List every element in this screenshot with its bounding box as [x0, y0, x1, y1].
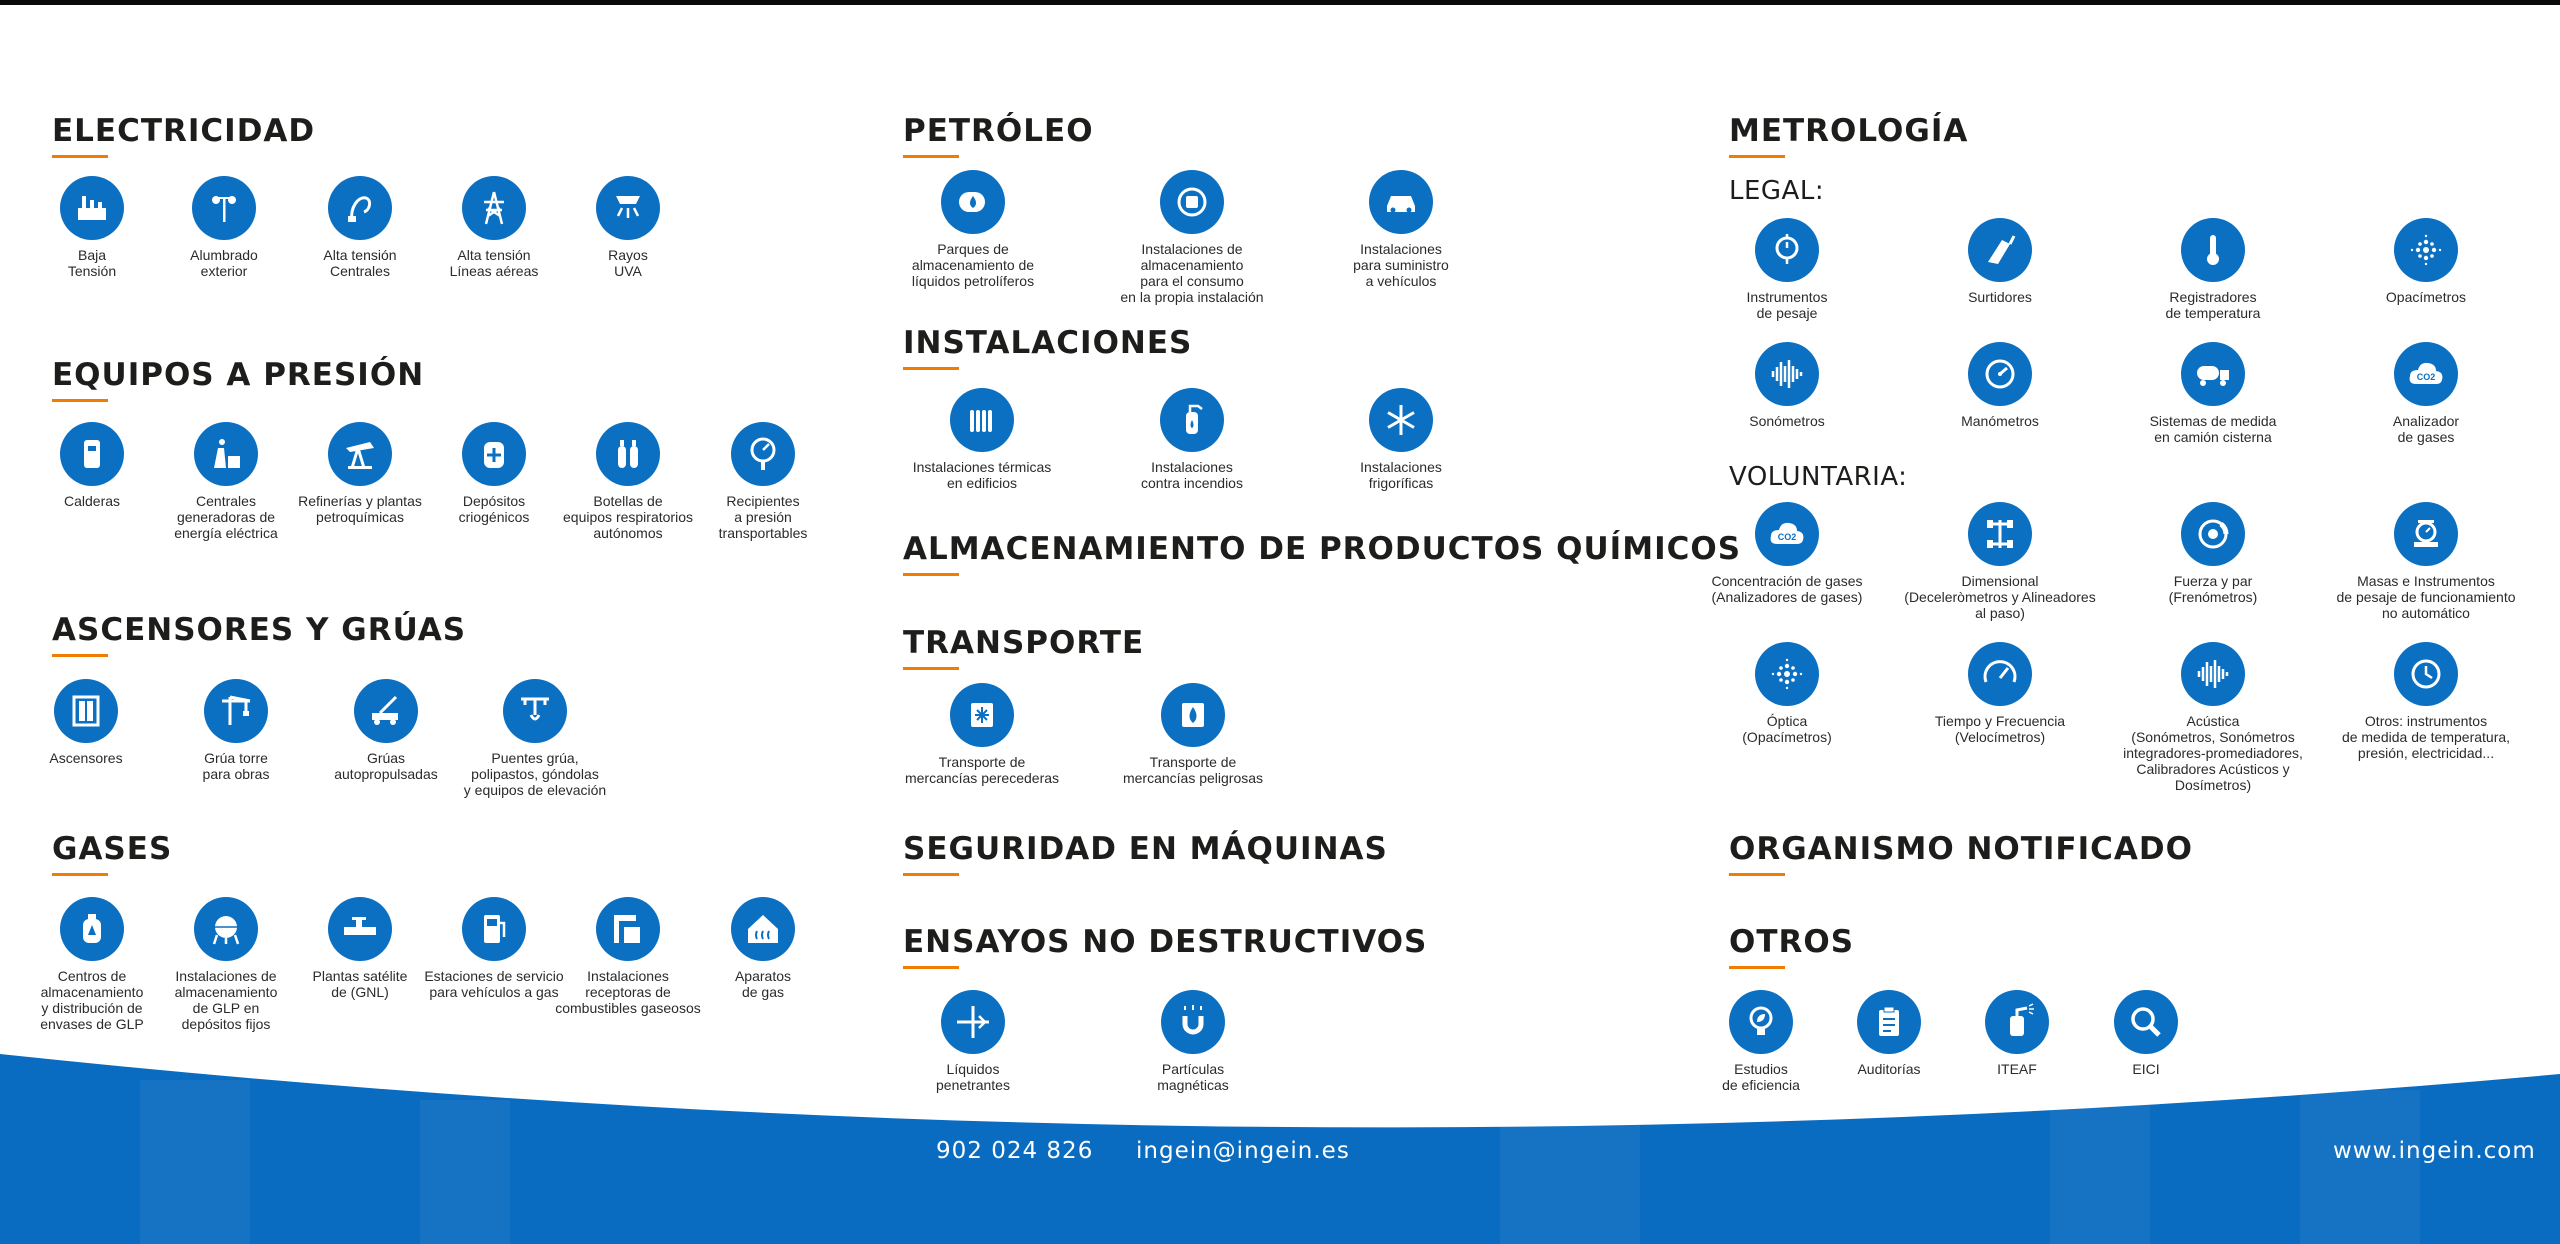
heating-house-icon: [731, 897, 795, 961]
snowflake-icon: [1369, 388, 1433, 452]
service-label: Registradores de temperatura: [2165, 289, 2261, 321]
footer-website[interactable]: www.ingein.com: [2333, 1138, 2536, 1164]
service-label: Otros: instrumentos de medida de temperatura, presión, electricidad...: [2341, 713, 2511, 761]
service-label: Calderas: [63, 493, 121, 509]
service-item[interactable]: [2113, 218, 2313, 321]
service-label: Instalaciones contra incendios: [1141, 459, 1243, 491]
pipeline-icon: [328, 897, 392, 961]
service-item[interactable]: [882, 683, 1082, 786]
service-label: Alta tensión Líneas aéreas: [449, 247, 539, 279]
service-label: Aparatos de gas: [734, 968, 792, 1000]
top-border: [0, 0, 2560, 5]
service-label: Fuerza y par (Frenómetros): [2168, 573, 2258, 605]
car-icon: [1369, 170, 1433, 234]
service-label: Instalaciones de almacenamiento de GLP en depósitos fijos: [174, 968, 278, 1032]
svg-text:CO2: CO2: [1777, 532, 1797, 542]
svg-text:CO2: CO2: [2416, 372, 2436, 382]
section-title-otros: OTROS: [1729, 924, 1855, 960]
gas-sphere-icon: [194, 897, 258, 961]
title-underline: [1729, 966, 1785, 969]
service-item[interactable]: [528, 176, 728, 279]
service-item[interactable]: [1900, 502, 2100, 621]
bridge-crane-icon: [503, 679, 567, 743]
co2-cloud-icon: [1755, 502, 1819, 566]
service-label: Analizador de gases: [2392, 413, 2460, 445]
co2-cloud-icon: [2394, 342, 2458, 406]
voluntaria-subheading: VOLUNTARIA:: [1729, 462, 1908, 492]
air-tank-icon: [596, 422, 660, 486]
title-underline: [52, 155, 108, 158]
service-label: Opacímetros: [2385, 289, 2467, 305]
service-label: Acústica (Sonómetros, Sonómetros integradores-promediadores, Calibradores Acústicos y Dosímetros): [2123, 713, 2303, 793]
service-item[interactable]: [2326, 342, 2526, 445]
service-label: Grúa torre para obras: [202, 750, 270, 782]
service-item[interactable]: [1093, 683, 1293, 786]
service-label: Puentes grúa, polipastos, góndolas y equipos de elevación: [463, 750, 607, 798]
title-underline: [903, 966, 959, 969]
service-label: Alta tensión Centrales: [323, 247, 397, 279]
power-tower-icon: [462, 176, 526, 240]
service-item[interactable]: [2113, 642, 2313, 793]
title-underline: [903, 155, 959, 158]
service-label: Grúas autopropulsadas: [334, 750, 438, 782]
section-title-equipos: EQUIPOS A PRESIÓN: [52, 357, 425, 393]
service-label: Manómetros: [1961, 413, 2039, 429]
title-underline: [903, 667, 959, 670]
power-plant-icon: [194, 422, 258, 486]
service-label: ITEAF: [1997, 1061, 2037, 1077]
service-item[interactable]: [1092, 388, 1292, 491]
service-label: Instalaciones para suministro a vehículos: [1353, 241, 1449, 289]
service-label: Rayos UVA: [608, 247, 648, 279]
service-label: Sonómetros: [1749, 413, 1825, 429]
service-item[interactable]: [2326, 218, 2526, 305]
service-item[interactable]: [2113, 502, 2313, 605]
service-label: Surtidores: [1968, 289, 2032, 305]
elevator-icon: [54, 679, 118, 743]
service-item[interactable]: [1687, 218, 1887, 321]
cable-plug-icon: [328, 176, 392, 240]
service-label: Baja Tensión: [67, 247, 117, 279]
section-title-ascensores: ASCENSORES Y GRÚAS: [52, 612, 467, 648]
service-label: Instalaciones frigoríficas: [1360, 459, 1442, 491]
manometer-icon: [1968, 342, 2032, 406]
thermometer-icon: [2181, 218, 2245, 282]
service-item[interactable]: [1301, 170, 1501, 289]
fuel-pump-icon: [462, 897, 526, 961]
service-item[interactable]: [1687, 502, 1887, 605]
title-underline: [903, 873, 959, 876]
service-item[interactable]: [1900, 218, 2100, 305]
sound-wave-icon: [1755, 342, 1819, 406]
title-underline: [52, 873, 108, 876]
service-label: Centrales generadoras de energía eléctrica: [174, 493, 278, 541]
fuel-nozzle-icon: [1968, 218, 2032, 282]
section-title-ensayos: ENSAYOS NO DESTRUCTIVOS: [903, 924, 1428, 960]
pressure-gauge-icon: [731, 422, 795, 486]
section-title-seguridad: SEGURIDAD EN MÁQUINAS: [903, 831, 1388, 867]
service-label: Depósitos criogénicos: [458, 493, 530, 525]
oil-tank-icon: [941, 170, 1005, 234]
tanker-truck-icon: [2181, 342, 2245, 406]
service-label: Instrumentos de pesaje: [1746, 289, 1828, 321]
weighing-scale-icon: [2394, 502, 2458, 566]
section-title-petroleo: PETRÓLEO: [903, 113, 1094, 149]
service-item[interactable]: [1092, 170, 1292, 305]
service-item[interactable]: [882, 388, 1082, 491]
service-label: Óptica (Opacímetros): [1742, 713, 1832, 745]
cryogenic-tank-icon: [462, 422, 526, 486]
service-item[interactable]: [1687, 342, 1887, 429]
service-label: Tiempo y Frecuencia (Velocímetros): [1934, 713, 2066, 745]
title-underline: [52, 399, 108, 402]
service-item[interactable]: [2326, 502, 2526, 621]
service-label: Parques de almacenamiento de líquidos petrolíferos: [911, 241, 1035, 289]
tower-crane-icon: [204, 679, 268, 743]
particles-icon: [2394, 218, 2458, 282]
service-item[interactable]: [663, 422, 863, 541]
service-label: Concentración de gases (Analizadores de gases): [1711, 573, 1863, 605]
industrial-building-icon: [60, 176, 124, 240]
footer-phone[interactable]: 902 024 826: [936, 1138, 1094, 1164]
service-label: Alumbrado exterior: [190, 247, 258, 279]
radiator-icon: [950, 388, 1014, 452]
section-title-gases: GASES: [52, 831, 173, 867]
service-item[interactable]: [1687, 642, 1887, 745]
section-title-transporte: TRANSPORTE: [903, 625, 1145, 661]
title-underline: [1729, 155, 1785, 158]
title-underline: [903, 367, 959, 370]
uv-lamp-icon: [596, 176, 660, 240]
mobile-crane-icon: [354, 679, 418, 743]
service-label: Refinerías y plantas petroquímicas: [298, 493, 422, 525]
section-title-electricidad: ELECTRICIDAD: [52, 113, 316, 149]
sound-wave-icon: [2181, 642, 2245, 706]
service-label: Instalaciones receptoras de combustibles gaseosos: [555, 968, 701, 1016]
service-label: Partículas magnéticas: [1157, 1061, 1229, 1093]
particles-icon: [1755, 642, 1819, 706]
title-underline: [52, 654, 108, 657]
service-item[interactable]: [2326, 642, 2526, 761]
service-item[interactable]: [1301, 388, 1501, 491]
section-title-almacenamiento: ALMACENAMIENTO DE PRODUCTOS QUÍMICOS: [903, 531, 1742, 567]
hazard-flame-icon: [1161, 683, 1225, 747]
section-title-metrologia: METROLOGÍA: [1729, 113, 1969, 149]
fuel-storage-icon: [1160, 170, 1224, 234]
footer-email[interactable]: ingein@ingein.es: [1136, 1138, 1350, 1164]
service-label: Centros de almacenamiento y distribución de envases de GLP: [40, 968, 144, 1032]
service-label: Masas e Instrumentos de pesaje de funcionamiento no automático: [2336, 573, 2516, 621]
legal-subheading: LEGAL:: [1729, 176, 1825, 206]
service-label: Ascensores: [49, 750, 123, 766]
service-label: Estudios de eficiencia: [1722, 1061, 1800, 1093]
oil-pump-icon: [328, 422, 392, 486]
axle-icon: [1968, 502, 2032, 566]
hanging-scale-icon: [1755, 218, 1819, 282]
service-label: Recipientes a presión transportables: [718, 493, 808, 541]
service-item[interactable]: [1900, 642, 2100, 745]
brake-disc-icon: [2181, 502, 2245, 566]
service-label: EICI: [2132, 1061, 2160, 1077]
service-item[interactable]: [873, 170, 1073, 289]
service-item[interactable]: [663, 897, 863, 1000]
service-item[interactable]: [435, 679, 635, 798]
fire-extinguisher-icon: [1160, 388, 1224, 452]
gas-bottle-icon: [60, 897, 124, 961]
service-item[interactable]: [1900, 342, 2100, 429]
service-label: Botellas de equipos respiratorios autónomos: [563, 493, 693, 541]
street-lamp-icon: [192, 176, 256, 240]
service-label: Estaciones de servicio para vehículos a gas: [424, 968, 564, 1000]
speedometer-icon: [1968, 642, 2032, 706]
service-label: Auditorías: [1857, 1061, 1921, 1077]
service-label: Transporte de mercancías peligrosas: [1122, 754, 1264, 786]
service-item[interactable]: [2113, 342, 2313, 445]
title-underline: [903, 573, 959, 576]
clock-icon: [2394, 642, 2458, 706]
boiler-icon: [60, 422, 124, 486]
service-label: Transporte de mercancías perecederas: [904, 754, 1060, 786]
service-label: Dimensional (Deceleròmetros y Alineadores al paso): [1904, 573, 2096, 621]
section-title-organismo: ORGANISMO NOTIFICADO: [1729, 831, 2193, 867]
service-label: Sistemas de medida en camión cisterna: [2149, 413, 2277, 445]
title-underline: [1729, 873, 1785, 876]
service-label: Instalaciones de almacenamiento para el consumo en la propia instalación: [1120, 241, 1264, 305]
service-label: Líquidos penetrantes: [936, 1061, 1010, 1093]
refrigerated-container-icon: [950, 683, 1014, 747]
service-label: Instalaciones térmicas en edificios: [912, 459, 1052, 491]
service-label: Plantas satélite de (GNL): [312, 968, 408, 1000]
section-title-instalaciones: INSTALACIONES: [903, 325, 1193, 361]
gas-installation-icon: [596, 897, 660, 961]
